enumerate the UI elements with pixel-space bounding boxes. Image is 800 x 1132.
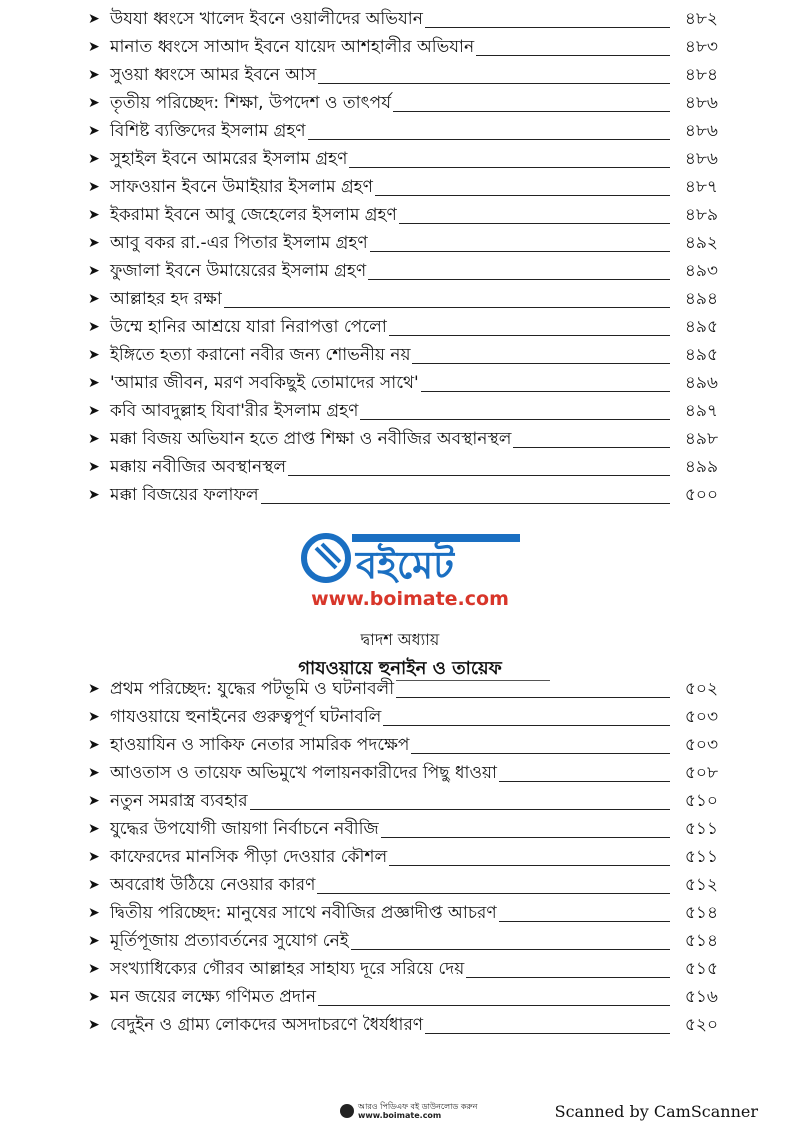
toc-entry [88, 956, 718, 984]
toc-entry-title: মক্কা বিজয় অভিযান হতে প্রাপ্ত শিক্ষা ও নবীজির অবস্থানস্থল [110, 429, 513, 454]
bullet-arrow-icon: ➤ [88, 709, 100, 725]
bullet-arrow-icon: ➤ [88, 681, 100, 697]
toc-entry-page: ৪৯৬ [684, 373, 718, 393]
toc-entry-page: ৫১৫ [684, 959, 718, 979]
toc-leader-line [358, 419, 670, 420]
bullet-arrow-icon: ➤ [88, 151, 100, 167]
bullet-arrow-icon: ➤ [88, 375, 100, 391]
toc-leader-line [474, 55, 670, 56]
bullet-arrow-icon: ➤ [88, 961, 100, 977]
bullet-arrow-icon: ➤ [88, 319, 100, 335]
toc-leader-line [381, 725, 670, 726]
bullet-arrow-icon: ➤ [88, 459, 100, 475]
toc-entry [88, 118, 718, 146]
toc-entry-page: ৪৮৬ [684, 149, 718, 169]
toc-entry-title: ফুজালা ইবনে উমায়েরের ইসলাম গ্রহণ [110, 261, 368, 286]
toc-entry [88, 928, 718, 956]
toc-entry [88, 788, 718, 816]
toc-entry-title: যুদ্ধের উপযোগী জায়গা নির্বাচনে নবীজি [110, 819, 381, 844]
toc-entry [88, 286, 718, 314]
watermark-logo-text: বইমেট [356, 543, 454, 587]
toc-entry-title: আল্লাহর হদ রক্ষা [110, 289, 224, 314]
toc-entry-page: ৫২০ [684, 1015, 718, 1035]
watermark [300, 520, 530, 620]
toc-entry-title: সুওয়া ধ্বংসে আমর ইবনে আস [110, 65, 318, 90]
toc-entry [88, 844, 718, 872]
bullet-arrow-icon: ➤ [88, 235, 100, 251]
toc-leader-line [387, 865, 670, 866]
watermark-url: www.boimate.com [311, 588, 509, 610]
toc-entry-title: কাফেরদের মানসিক পীড়া দেওয়ার কৌশল [110, 847, 389, 872]
toc-entry [88, 1012, 718, 1040]
toc-leader-line [368, 251, 670, 252]
toc-entry-title: সংখ্যাধিক্যের গৌরব আল্লাহর সাহায্য দূরে সরিয়ে দেয় [110, 959, 466, 984]
toc-entry-page: ৪৮৭ [684, 177, 718, 197]
toc-entry-title: বেদুইন ও গ্রাম্য লোকদের অসদাচরণে ধৈর্যধারণ [110, 1015, 425, 1040]
toc-entry-page: ৫১৪ [684, 931, 718, 951]
toc-entry-title: উম্মে হানির আশ্রয়ে যারা নিরাপত্তা পেলো [110, 317, 389, 342]
toc-entry-title: 'আমার জীবন, মরণ সবকিছুই তোমাদের সাথে' [110, 373, 421, 398]
toc-entry-title: মূর্তিপূজায় প্রত্যাবর্তনের সুযোগ নেই [110, 931, 351, 956]
bullet-arrow-icon: ➤ [88, 207, 100, 223]
bullet-arrow-icon: ➤ [88, 765, 100, 781]
bullet-arrow-icon: ➤ [88, 95, 100, 111]
toc-entry-page: ৫০৮ [684, 763, 718, 783]
bullet-arrow-icon: ➤ [88, 989, 100, 1005]
toc-entry-title: মন জয়ের লক্ষ্যে গণিমত প্রদান [110, 987, 318, 1012]
bullet-arrow-icon: ➤ [88, 291, 100, 307]
toc-entry-title: বিশিষ্ট ব্যক্তিদের ইসলাম গ্রহণ [110, 121, 308, 146]
toc-entry-page: ৪৯৯ [684, 457, 718, 477]
bullet-arrow-icon: ➤ [88, 1017, 100, 1033]
toc-entry-title: হাওয়াযিন ও সাকিফ নেতার সামরিক পদক্ষেপ [110, 735, 411, 760]
toc-leader-line [315, 893, 670, 894]
toc-entry-title: আওতাস ও তায়েফ অভিমুখে পলায়নকারীদের পিছু ধাওয়া [110, 763, 499, 788]
footer-url: www.boimate.com [358, 1111, 442, 1120]
toc-leader-line [222, 307, 670, 308]
toc-leader-line [366, 279, 670, 280]
toc-entry-title: মক্কায় নবীজির অবস্থানস্থল [110, 457, 288, 482]
bullet-arrow-icon: ➤ [88, 933, 100, 949]
toc-entry-title: আবু বকর রা.-এর পিতার ইসলাম গ্রহণ [110, 233, 370, 258]
bullet-arrow-icon: ➤ [88, 123, 100, 139]
toc-entry-title: অবরোধ উঠিয়ে নেওয়ার কারণ [110, 875, 317, 900]
toc-leader-line [306, 139, 670, 140]
toc-leader-line [391, 111, 670, 112]
toc-leader-line [511, 447, 670, 448]
toc-entry-page: ৪৮৬ [684, 93, 718, 113]
toc-entry-title: মানাত ধ্বংসে সাআদ ইবনে যায়েদ আশহালীর অভিযান [110, 37, 476, 62]
toc-entry [88, 482, 718, 510]
toc-leader-line [373, 195, 670, 196]
toc-entry-page: ৪৮৯ [684, 205, 718, 225]
bullet-arrow-icon: ➤ [88, 11, 100, 27]
toc-leader-line [423, 1033, 670, 1034]
bullet-arrow-icon: ➤ [88, 431, 100, 447]
toc-entry [88, 704, 718, 732]
toc-leader-line [248, 809, 670, 810]
toc-entry-page: ৫০০ [684, 485, 718, 505]
toc-entry-title: মক্কা বিজয়ের ফলাফল [110, 485, 261, 510]
toc-entry [88, 62, 718, 90]
toc-leader-line [316, 83, 670, 84]
boimate-logo [300, 520, 530, 590]
toc-entry-title: সুহাইল ইবনে আমরের ইসলাম গ্রহণ [110, 149, 349, 174]
toc-entry-title: দ্বিতীয় পরিচ্ছেদ: মানুষের সাথে নবীজির প্রজ্ঞাদীপ্ত আচরণ [110, 903, 499, 928]
bullet-arrow-icon: ➤ [88, 347, 100, 363]
toc-entry-page: ৪৮২ [684, 9, 718, 29]
toc-leader-line [419, 391, 670, 392]
toc-section-b [88, 676, 718, 1040]
toc-leader-line [316, 1005, 670, 1006]
toc-entry-page: ৫০৩ [684, 735, 718, 755]
toc-leader-line [387, 335, 670, 336]
toc-entry [88, 34, 718, 62]
toc-entry-page: ৫১৪ [684, 903, 718, 923]
bullet-arrow-icon: ➤ [88, 737, 100, 753]
toc-entry [88, 426, 718, 454]
toc-entry [88, 900, 718, 928]
toc-entry-page: ৪৯৪ [684, 289, 718, 309]
toc-entry [88, 174, 718, 202]
toc-entry [88, 984, 718, 1012]
footer-note [358, 1102, 477, 1120]
toc-entry-page: ৪৮৬ [684, 121, 718, 141]
bullet-arrow-icon: ➤ [88, 905, 100, 921]
toc-entry-title: ইঙ্গিতে হত্যা করানো নবীর জন্য শোভনীয় নয় [110, 345, 412, 370]
toc-leader-line [410, 363, 670, 364]
toc-entry-title: প্রথম পরিচ্ছেদ: যুদ্ধের পটভূমি ও ঘটনাবলী [110, 679, 396, 704]
toc-entry-page: ৫০৩ [684, 707, 718, 727]
scanned-by-label: Scanned by CamScanner [554, 1102, 758, 1121]
toc-entry-page: ৪৮৩ [684, 37, 718, 57]
toc-entry-page: ৫১১ [684, 819, 718, 839]
toc-leader-line [347, 167, 670, 168]
toc-leader-line [259, 503, 670, 504]
bullet-arrow-icon: ➤ [88, 179, 100, 195]
toc-entry-title: সাফওয়ান ইবনে উমাইয়ার ইসলাম গ্রহণ [110, 177, 375, 202]
toc-entry [88, 6, 718, 34]
toc-entry-title: কবি আবদুল্লাহ যিবা'রীর ইসলাম গ্রহণ [110, 401, 360, 426]
toc-leader-line [379, 837, 670, 838]
bullet-arrow-icon: ➤ [88, 487, 100, 503]
toc-leader-line [286, 475, 670, 476]
toc-entry-page: ৫১৬ [684, 987, 718, 1007]
toc-entry-page: ৫১২ [684, 875, 718, 895]
toc-entry-page: ৫১০ [684, 791, 718, 811]
toc-entry [88, 314, 718, 342]
toc-entry-page: ৪৮৪ [684, 65, 718, 85]
toc-leader-line [397, 223, 670, 224]
bullet-arrow-icon: ➤ [88, 877, 100, 893]
chapter-title: গাযওয়ায়ে হুনাইন ও তায়েফ [298, 658, 502, 679]
toc-leader-line [497, 781, 670, 782]
toc-entry [88, 370, 718, 398]
toc-entry [88, 146, 718, 174]
toc-entry-page: ৫১১ [684, 847, 718, 867]
chapter-number-label: দ্বাদশ অধ্যায় [360, 630, 440, 649]
boimate-small-logo-icon [340, 1104, 354, 1118]
toc-entry-title: উযযা ধ্বংসে খালেদ ইবনে ওয়ালীদের অভিযান [110, 9, 425, 34]
toc-entry [88, 872, 718, 900]
toc-entry-page: ৪৯৫ [684, 317, 718, 337]
toc-leader-line [497, 921, 670, 922]
toc-entry-page: ৫০২ [684, 679, 718, 699]
bullet-arrow-icon: ➤ [88, 67, 100, 83]
bullet-arrow-icon: ➤ [88, 849, 100, 865]
toc-entry [88, 676, 718, 704]
toc-leader-line [423, 27, 670, 28]
toc-entry [88, 760, 718, 788]
toc-entry [88, 90, 718, 118]
toc-entry [88, 398, 718, 426]
toc-entry [88, 454, 718, 482]
bullet-arrow-icon: ➤ [88, 403, 100, 419]
toc-leader-line [464, 977, 670, 978]
toc-entry-page: ৪৯৭ [684, 401, 718, 421]
toc-entry [88, 816, 718, 844]
toc-entry-page: ৪৯৮ [684, 429, 718, 449]
toc-entry-title: নতুন সমরাস্ত্র ব্যবহার [110, 791, 250, 816]
bullet-arrow-icon: ➤ [88, 263, 100, 279]
toc-entry [88, 258, 718, 286]
footer-note-text: আরও পিডিএফ বই ডাউনলোড করুন [358, 1102, 478, 1111]
bullet-arrow-icon: ➤ [88, 793, 100, 809]
toc-leader-line [409, 753, 670, 754]
bullet-arrow-icon: ➤ [88, 821, 100, 837]
toc-entry [88, 342, 718, 370]
toc-entry [88, 732, 718, 760]
toc-entry-title: তৃতীয় পরিচ্ছেদ: শিক্ষা, উপদেশ ও তাৎপর্য [110, 93, 393, 118]
toc-entry-title: ইকরামা ইবনে আবু জেহেলের ইসলাম গ্রহণ [110, 205, 399, 230]
toc-entry-page: ৪৯২ [684, 233, 718, 253]
toc-section-a [88, 6, 718, 510]
toc-entry [88, 202, 718, 230]
toc-leader-line [394, 697, 670, 698]
toc-entry [88, 230, 718, 258]
toc-entry-title: গাযওয়ায়ে হুনাইনের গুরুত্বপূর্ণ ঘটনাবলি [110, 707, 383, 732]
toc-entry-page: ৪৯৩ [684, 261, 718, 281]
toc-leader-line [349, 949, 670, 950]
bullet-arrow-icon: ➤ [88, 39, 100, 55]
toc-entry-page: ৪৯৫ [684, 345, 718, 365]
